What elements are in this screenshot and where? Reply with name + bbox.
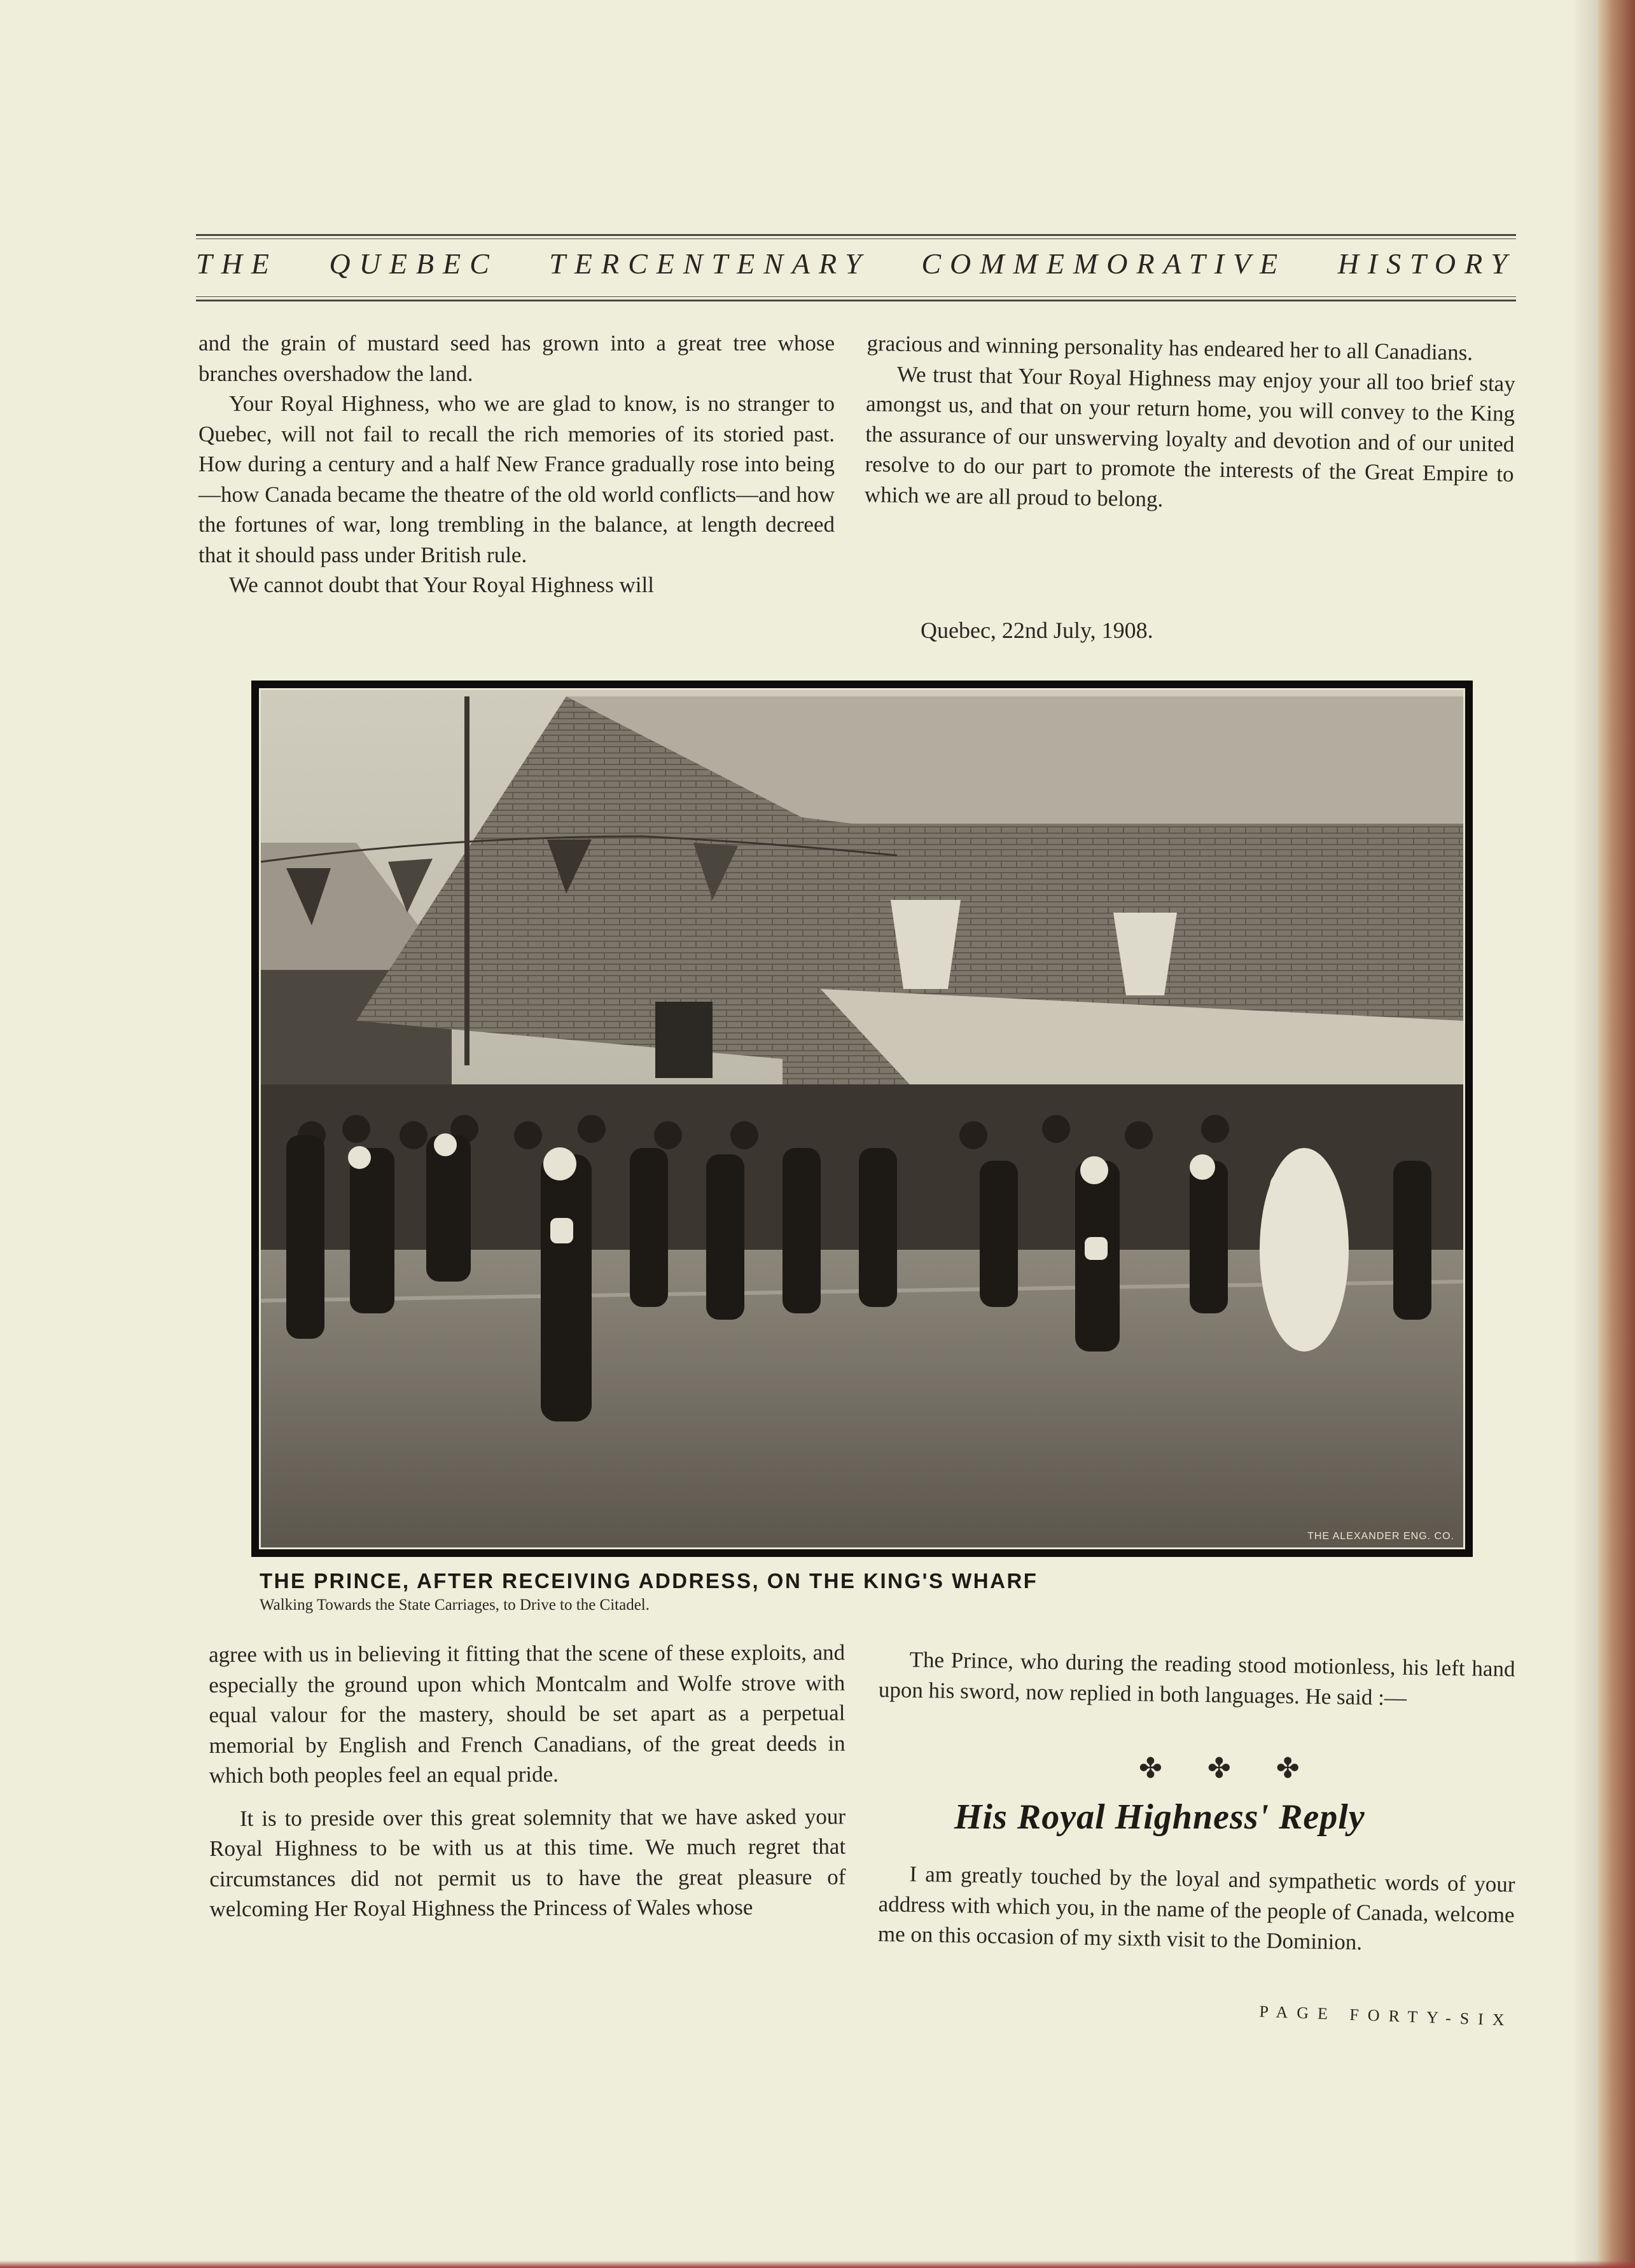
engraver-credit: THE ALEXANDER ENG. CO. bbox=[1307, 1531, 1454, 1542]
bottom-right-column-reply bbox=[878, 1858, 1515, 1960]
photo-subcaption: Walking Towards the State Carriages, to Drive to the Citadel. bbox=[260, 1596, 650, 1614]
photograph-frame bbox=[251, 681, 1473, 1557]
reply-heading: His Royal Highness' Reply bbox=[954, 1797, 1365, 1837]
ornament-fleurons: ✤ ✤ ✤ bbox=[1139, 1753, 1319, 1784]
page-gutter-shadow bbox=[1573, 0, 1598, 2268]
paragraph: agree with us in believing it fitting that the scene of these exploits, and especially the ground upon which Montcalm and Wolfe strove with equal valour for the mastery, should be set apart as a perpetual memorial by English and French Canadians, of the great deeds in which both peoples feel an equal pride. bbox=[209, 1640, 845, 1788]
photograph bbox=[259, 688, 1465, 1549]
paragraph: We cannot doubt that Your Royal Highness will bbox=[229, 572, 654, 597]
header-rule-bottom bbox=[196, 300, 1516, 301]
paragraph: and the grain of mustard seed has grown into a great tree whose branches overshadow the land. bbox=[198, 331, 835, 386]
book-edge bbox=[1598, 0, 1635, 2268]
running-header bbox=[196, 247, 1516, 280]
page-number: PAGE FORTY-SIX bbox=[1258, 2002, 1514, 2029]
photograph-illustration bbox=[261, 690, 1463, 1547]
paragraph: The Prince, who during the reading stood motionless, his left hand upon his sword, now replied in both languages. He said :— bbox=[878, 1647, 1515, 1710]
paragraph: It is to preside over this great solemnity that we have asked your Royal Highness to be with us at this time. We much regret that circumstances did not permit us to have the great pleasure of welcoming Her Royal Highness the Princess of Wales whose bbox=[209, 1804, 846, 1921]
bottom-left-column bbox=[209, 1638, 846, 1925]
photo-caption: THE PRINCE, AFTER RECEIVING ADDRESS, ON THE KING'S WHARF bbox=[260, 1569, 1038, 1593]
bottom-right-column-intro bbox=[879, 1644, 1515, 1715]
header-word: COMMEMORATIVE bbox=[921, 247, 1287, 280]
header-rule-bottom-thin bbox=[196, 296, 1516, 297]
paragraph: Your Royal Highness, who we are glad to know, is no stranger to Quebec, will not fail to recall the rich memories of its storied past. How during a century and a half New France gradually rose into being—how Canada became the theatre of the old world conflicts—and how the fortunes of war, long trembling in the balance, at length decreed that it should pass under British rule. bbox=[198, 391, 835, 567]
header-word: TERCENTENARY bbox=[549, 247, 870, 280]
paragraph: gracious and winning personality has endeared her to all Canadians. bbox=[866, 330, 1473, 365]
header-word: THE bbox=[196, 247, 278, 280]
top-right-column bbox=[865, 328, 1516, 520]
header-word: QUEBEC bbox=[329, 247, 498, 280]
paragraph: We trust that Your Royal Highness may enjoy your all too brief stay amongst us, and that on your return home, you will convey to the King the assurance of our unswerving loyalty and devotion and of our united resolve to do our part to promote the interests of the Great Empire to which we are all proud to belong. bbox=[864, 361, 1516, 511]
paragraph: I am greatly touched by the loyal and sympathetic words of your address with which you, in the name of the people of Canada, welcome me on this occasion of my sixth visit to the Dominion. bbox=[877, 1861, 1515, 1955]
book-bottom-edge bbox=[0, 2260, 1635, 2268]
header-word: HISTORY bbox=[1337, 247, 1516, 280]
date-line: Quebec, 22nd July, 1908. bbox=[921, 618, 1153, 643]
header-rule-top bbox=[196, 234, 1516, 236]
top-left-column bbox=[198, 328, 835, 600]
